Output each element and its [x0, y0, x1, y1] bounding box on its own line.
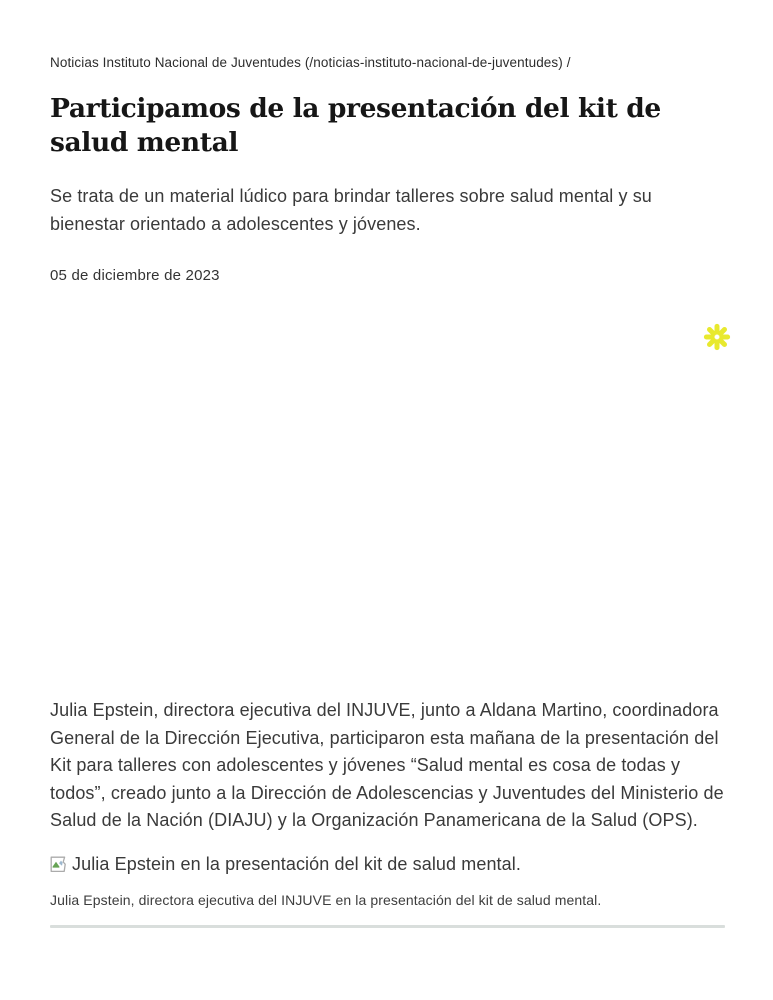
page-title: Participamos de la presentación del kit de salud mental — [50, 93, 661, 158]
article-date: 05 de diciembre de 2023 — [50, 267, 220, 284]
article-subtitle: Se trata de un material lúdico para brindar talleres sobre salud mental y su bienestar orientado a adolescentes y jóvenes. — [50, 186, 652, 234]
image-alt-text: Julia Epstein en la presentación del kit de salud mental. — [72, 853, 521, 874]
breadcrumb — [50, 55, 735, 71]
loading-spinner-icon — [703, 323, 731, 351]
article-image-loading-area — [50, 296, 735, 694]
image-caption: Julia Epstein, directora ejecutiva del INJUVE en la presentación del kit de salud mental. — [50, 891, 602, 908]
breadcrumb-link-noticias[interactable]: Noticias Instituto Nacional de Juventudes (/noticias-instituto-nacional-de-juventudes) — [50, 55, 563, 70]
broken-image-icon — [50, 856, 69, 873]
broken-image-with-alt — [50, 854, 735, 875]
breadcrumb-separator: / — [566, 55, 571, 70]
article-body-paragraph: Julia Epstein, directora ejecutiva del INJUVE, junto a Aldana Martino, coordinadora General de la Dirección Ejecutiva, participaron esta mañana de la presentación del Kit para talleres con adolescentes y jóvenes “Salud mental es cosa de todas y todos”, creado junto a la Dirección de Adolescencias y Juventudes del Ministerio de Salud de la Nación (DIAJU) y la Organización Panamericana de la Salud (OPS). — [50, 700, 724, 831]
footer-divider — [50, 925, 725, 928]
